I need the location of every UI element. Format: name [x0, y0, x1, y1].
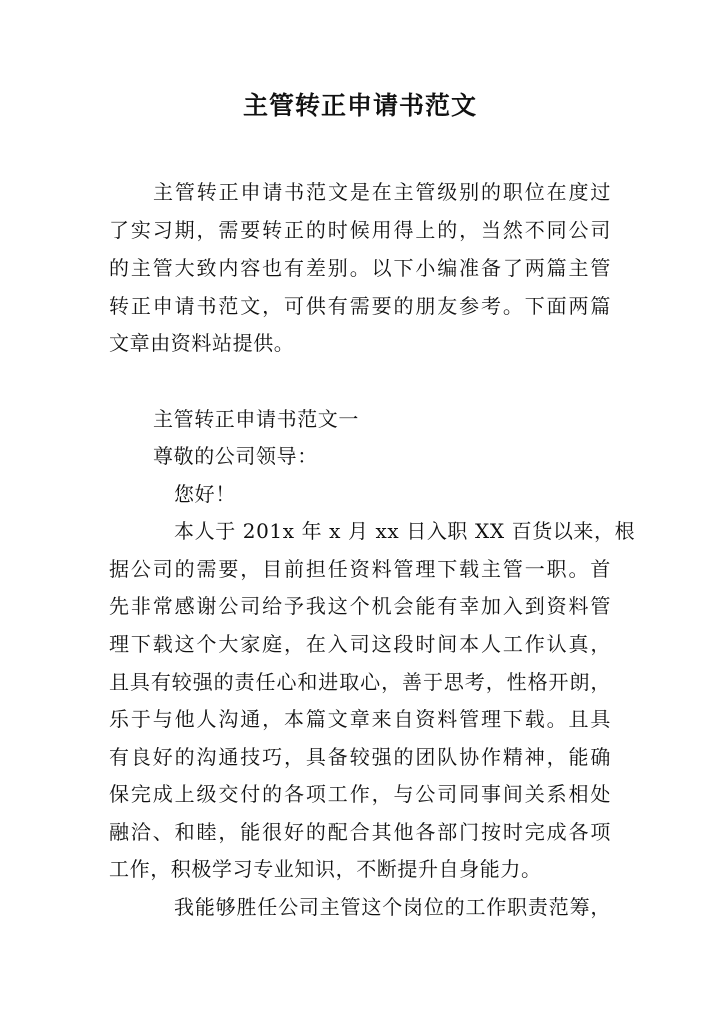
document-title: 主管转正申请书范文 [242, 91, 477, 120]
greeting: 您好！ [174, 482, 236, 506]
paragraph-line: 的主管大致内容也有差别。以下小编准备了两篇主管 [109, 256, 611, 280]
paragraph-line: 融洽、和睦，能很好的配合其他各部门按时完成各项 [109, 820, 611, 844]
paragraph-line: 有良好的沟通技巧，具备较强的团队协作精神，能确 [109, 745, 611, 769]
paragraph-line: 了实习期，需要转正的时候用得上的，当然不同公司 [109, 218, 611, 242]
paragraph-line: 先非常感谢公司给予我这个机会能有幸加入到资料管 [109, 594, 611, 618]
paragraph-line: 本人于 201x 年 x 月 xx 日入职 XX 百货以来，根 [174, 519, 636, 543]
paragraph-line: 且具有较强的责任心和进取心，善于思考，性格开朗， [109, 670, 611, 694]
paragraph-line: 主管转正申请书范文是在主管级别的职位在度过 [153, 180, 611, 204]
paragraph-line: 理下载这个大家庭，在入司这段时间本人工作认真， [109, 632, 611, 656]
paragraph-line: 据公司的需要，目前担任资料管理下载主管一职。首 [109, 557, 611, 581]
paragraph-line: 乐于与他人沟通，本篇文章来自资料管理下载。且具 [109, 707, 611, 731]
paragraph-line: 转正申请书范文，可供有需要的朋友参考。下面两篇 [109, 294, 611, 318]
salutation: 尊敬的公司领导： [153, 444, 318, 468]
paragraph-line: 保完成上级交付的各项工作，与公司同事间关系相处 [109, 782, 611, 806]
paragraph-line: 文章由资料站提供。 [109, 331, 295, 355]
section-heading: 主管转正申请书范文一 [153, 407, 359, 431]
paragraph-line: 我能够胜任公司主管这个岗位的工作职责范筹， [174, 895, 611, 919]
paragraph-line: 工作，积极学习专业知识，不断提升自身能力。 [109, 857, 542, 881]
